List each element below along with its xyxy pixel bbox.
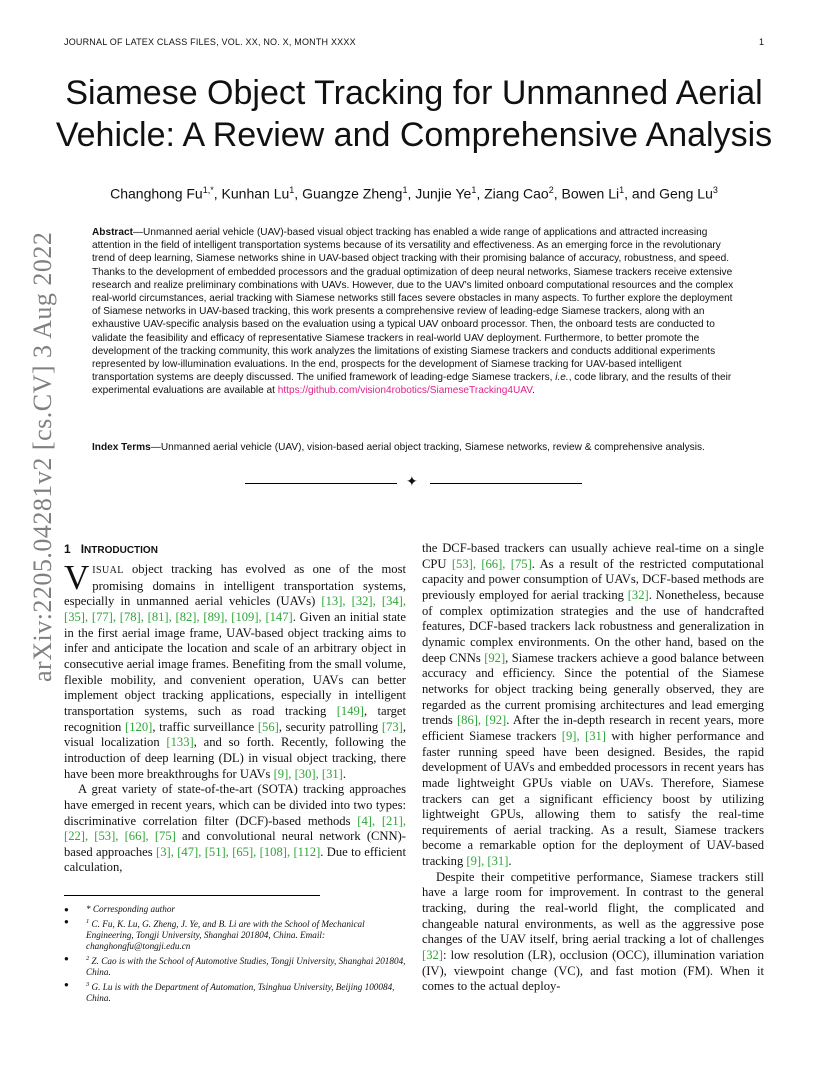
bullet-icon: ● [64,953,69,963]
author-affiliation: 1 [471,185,477,195]
abstract-end: . [532,385,535,397]
author-affiliation: 3 [712,185,718,195]
text: object tracking has evolved as one of the most promising domains in intelligent transportation systems, especially in unmanned aerial vehicles (UAVs) [64,562,406,609]
citation-link[interactable]: [92] [484,650,506,665]
text: , Siamese trackers achieve a good balance between accuracy and efficiency. Since the potential of the Siamese networks for object tracking being generally observed, they are regarded as the current promising architectures and lead emerging trends [422,650,764,728]
citation-link[interactable]: [56] [257,719,279,734]
author-conjunction: and [631,185,656,202]
text: . After the in-depth research in recent years, more efficient Siamese trackers [422,713,764,743]
citation-link[interactable]: [73] [381,719,403,734]
text: . [508,854,512,869]
code-repository-link[interactable]: https://github.com/vision4robotics/SiameseTracking4UAV [277,385,533,397]
abstract-ie: i.e. [555,372,569,384]
author-list: Changhong $Fu^{1,*}$, Kunhan Lu$^1$, Guangze Zheng$^1$, Junjie Ye$^1$, Ziang Cao$^2$, Bowen Li$^1$, and Geng Lu$^3$ [110,185,718,202]
citation-link[interactable]: [9], [30], [31] [273,766,343,781]
separator-line-right [430,483,582,484]
paragraph [64,558,407,782]
section-number: 1 [64,542,71,556]
footnote-item [64,916,406,953]
footnote-text: * Corresponding author [86,904,175,914]
index-terms [92,441,736,454]
text: , traffic surveillance [152,719,258,734]
separator-line-left [245,483,397,484]
footnote-marker: 3 [86,980,90,988]
section-heading [64,542,158,556]
left-column [64,558,407,876]
author: Guangze Zheng [302,185,403,202]
separator-diamond-icon: ✦ [406,475,418,490]
running-header: JOURNAL OF LATEX CLASS FILES, VOL. XX, NO. X, MONTH XXXX [64,37,356,47]
author-affiliation: 1 [619,185,625,195]
section-title-initial: I [80,542,85,556]
author: Changhong Fu [110,185,203,202]
citation-link[interactable]: [9], [31] [466,854,509,869]
abstract [92,226,736,398]
smallcaps-word: ISUAL [92,565,124,576]
footnote-item [64,979,406,1004]
bullet-icon: ● [64,905,69,914]
citation-link[interactable]: [3], [47], [51], [65], [108], [112] [156,844,321,859]
text: . Given an initial state in the first aerial image frame, UAV-based object tracking aims to infer and anticipate the location and scale of an arbitrary object in consecutive aerial image frames. Benefiting from the small volume, flexible mobility, and convenient operation, UAVs can better implement object tracking applications, especially in intelligent transportation systems, such as road tracking [64,609,407,718]
section-title-rest: NTRODUCTION [84,545,158,556]
footnote-marker: 1 [86,917,90,925]
citation-link[interactable]: [32] [422,948,443,963]
abstract-body: —Unmanned aerial vehicle (UAV)-based visual object tracking has enabled a wide range of applications and attracted increasing attention in the field of intelligent transportation systems because of its versatility and effectiveness. As an emerging force in the revolutionary trend of deep learning, Siamese networks shine in UAV-based object tracking with their promising balance of accuracy, robustness, and speed. Thanks to the development of embedded processors and the gradual optimization of deep neural networks, Siamese trackers receive extensive research and realize preliminary combinations with UAVs. However, due to the UAV's limited onboard computational resources and the complex real-world circumstances, aerial tracking with Siamese networks still faces severe obstacles in many aspects. To further explore the deployment of Siamese networks in UAV-based tracking, this work presents a comprehensive review of leading-edge Siamese trackers, along with an exhaustive UAV-specific analysis based on the evaluation using a typical UAV onboard processor. Then, the onboard tests are conducted to validate the feasibility and efficacy of representative Siamese trackers in real-world UAV deployment. Furthermore, to better promote the development of the tracking community, this work analyzes the limitations of existing Siamese trackers and conducts additional experiments represented by low-illumination evaluations. In the end, prospects for the development of Siamese tracking for UAV-based intelligent transportation systems are deeply discussed. The unified framework of leading-edge Siamese trackers, [92,227,734,384]
index-terms-label: Index Terms [92,442,151,453]
paragraph [422,541,764,870]
text: . As a result of the restricted computational capacity and power consumption of UAVs, DCF-based methods are previously employed for aerial tracking [422,556,764,602]
paragraph [64,782,406,876]
citation-link[interactable]: [86], [92] [456,713,507,728]
text: . Nonetheless, because of complex optimization strategies and the use of handcrafted features, DCF-based trackers lack robustness and generalization in dynamic complex environments. On the other hand, based on the deep CNNs [422,587,764,665]
text: , target recognition [64,703,406,734]
abstract-body-tail: , code library, and the results of their experimental evaluations are available at [92,372,732,397]
index-terms-body: —Unmanned aerial vehicle (UAV), vision-based aerial object tracking, Siamese networks, review & comprehensive analysis. [150,442,705,453]
author: Kunhan Lu [221,185,290,202]
author-affiliation: 2 [548,185,554,195]
text: , security patrolling [278,719,382,734]
text: with higher performance and faster running speed have been designed. Besides, the rapid development of UAVs and embedded processors in recent years has made lightweight GPUs viable on UAVs. Therefore, Siamese trackers can get a significant efficiency boost by utilizing lightweight GPUs, allowing them to satisfy the real-time requirements of aerial tracking. As a result, Siamese trackers become a remarkable option for the deployment of UAV-based tracking [422,728,764,869]
text: A great variety of state-of-the-art (SOTA) tracking approaches have emerged in recent years, which can be divided into two types: discriminative correlation filter (DCF)-based methods [64,782,406,828]
text: the DCF-based trackers can usually achieve real-time on a single CPU [422,541,764,571]
author: Junjie Ye [415,185,472,202]
text: : low resolution (LR), occlusion (OCC), illumination variation (IV), viewpoint change (VC), and fast motion (FM). When it comes to the actual deploy- [422,948,764,994]
text: , visual localization [64,719,406,750]
author: Geng Lu [659,185,713,202]
abstract-label: Abstract [92,227,133,238]
footnote-marker: 2 [86,954,90,962]
text: . Due to efficient calculation, [64,844,406,875]
citation-link[interactable]: [13], [32], [34], [35], [77], [78], [81], [82], [89], [109], [147] [64,594,407,624]
citation-link[interactable]: [53], [66], [75] [451,556,532,571]
citation-link[interactable]: [32] [627,587,649,602]
footnote-text: G. Lu is with the Department of Automation, Tsinghua University, Beijing 100084, China. [86,981,395,1004]
footnote-rule [64,895,320,896]
paper-title-line-2: Vehicle: A Review and Comprehensive Analysis [55,116,773,154]
author-affiliation: 1,* [202,185,214,195]
footnote-item [64,904,406,915]
arxiv-identifier: arXiv:2205.04281v2 [cs.CV] 3 Aug 2022 [28,231,57,682]
text: , and so forth. Recently, following the introduction of deep learning (DL) in visual object tracking, there have been more breakthroughs for UAVs [64,735,407,781]
citation-link[interactable]: [133] [166,735,194,750]
author-affiliation: 1 [402,185,408,195]
citation-link[interactable]: [4], [21], [22], [53], [66], [75] [64,813,406,844]
paper-title [40,72,788,156]
footnote-item [64,953,406,978]
dropcap: V [64,558,90,597]
bullet-icon: ● [64,916,69,926]
footnote-text: Z. Cao is with the School of Automotive Studies, Tongji University, Shanghai 201804, China. [86,955,406,978]
footnotes [64,904,406,1005]
footnote-text: C. Fu, K. Lu, G. Zheng, J. Ye, and B. Li are with the School of Mechanical Engineering, Tongji University, Shanghai 201804, China. Email: changhongfu@tongji.edu.cn [86,918,365,952]
bullet-icon: ● [64,979,69,989]
author-affiliation: 1 [289,185,295,195]
right-column [422,541,764,995]
paragraph [422,870,764,995]
citation-link[interactable]: [9], [31] [561,728,606,743]
paper-title-line-1: Siamese Object Tracking for Unmanned Aerial [65,74,763,112]
author: Bowen Li [561,185,620,202]
text: Despite their competitive performance, Siamese trackers still have a large room for improvement. In contrast to the general tracking, during the real-world flight, the complicated and changeable natural environments, as well as the aggressive pose changes of the UAV itself, bring aerial tracking a lot of challenges [422,869,764,947]
text: and convolutional neural network (CNN)-based approaches [64,829,406,859]
page-number: 1 [758,37,764,47]
author: Ziang Cao [484,185,549,202]
citation-link[interactable]: [120] [125,719,153,734]
text: . [342,766,347,781]
citation-link[interactable]: [149] [336,703,364,718]
